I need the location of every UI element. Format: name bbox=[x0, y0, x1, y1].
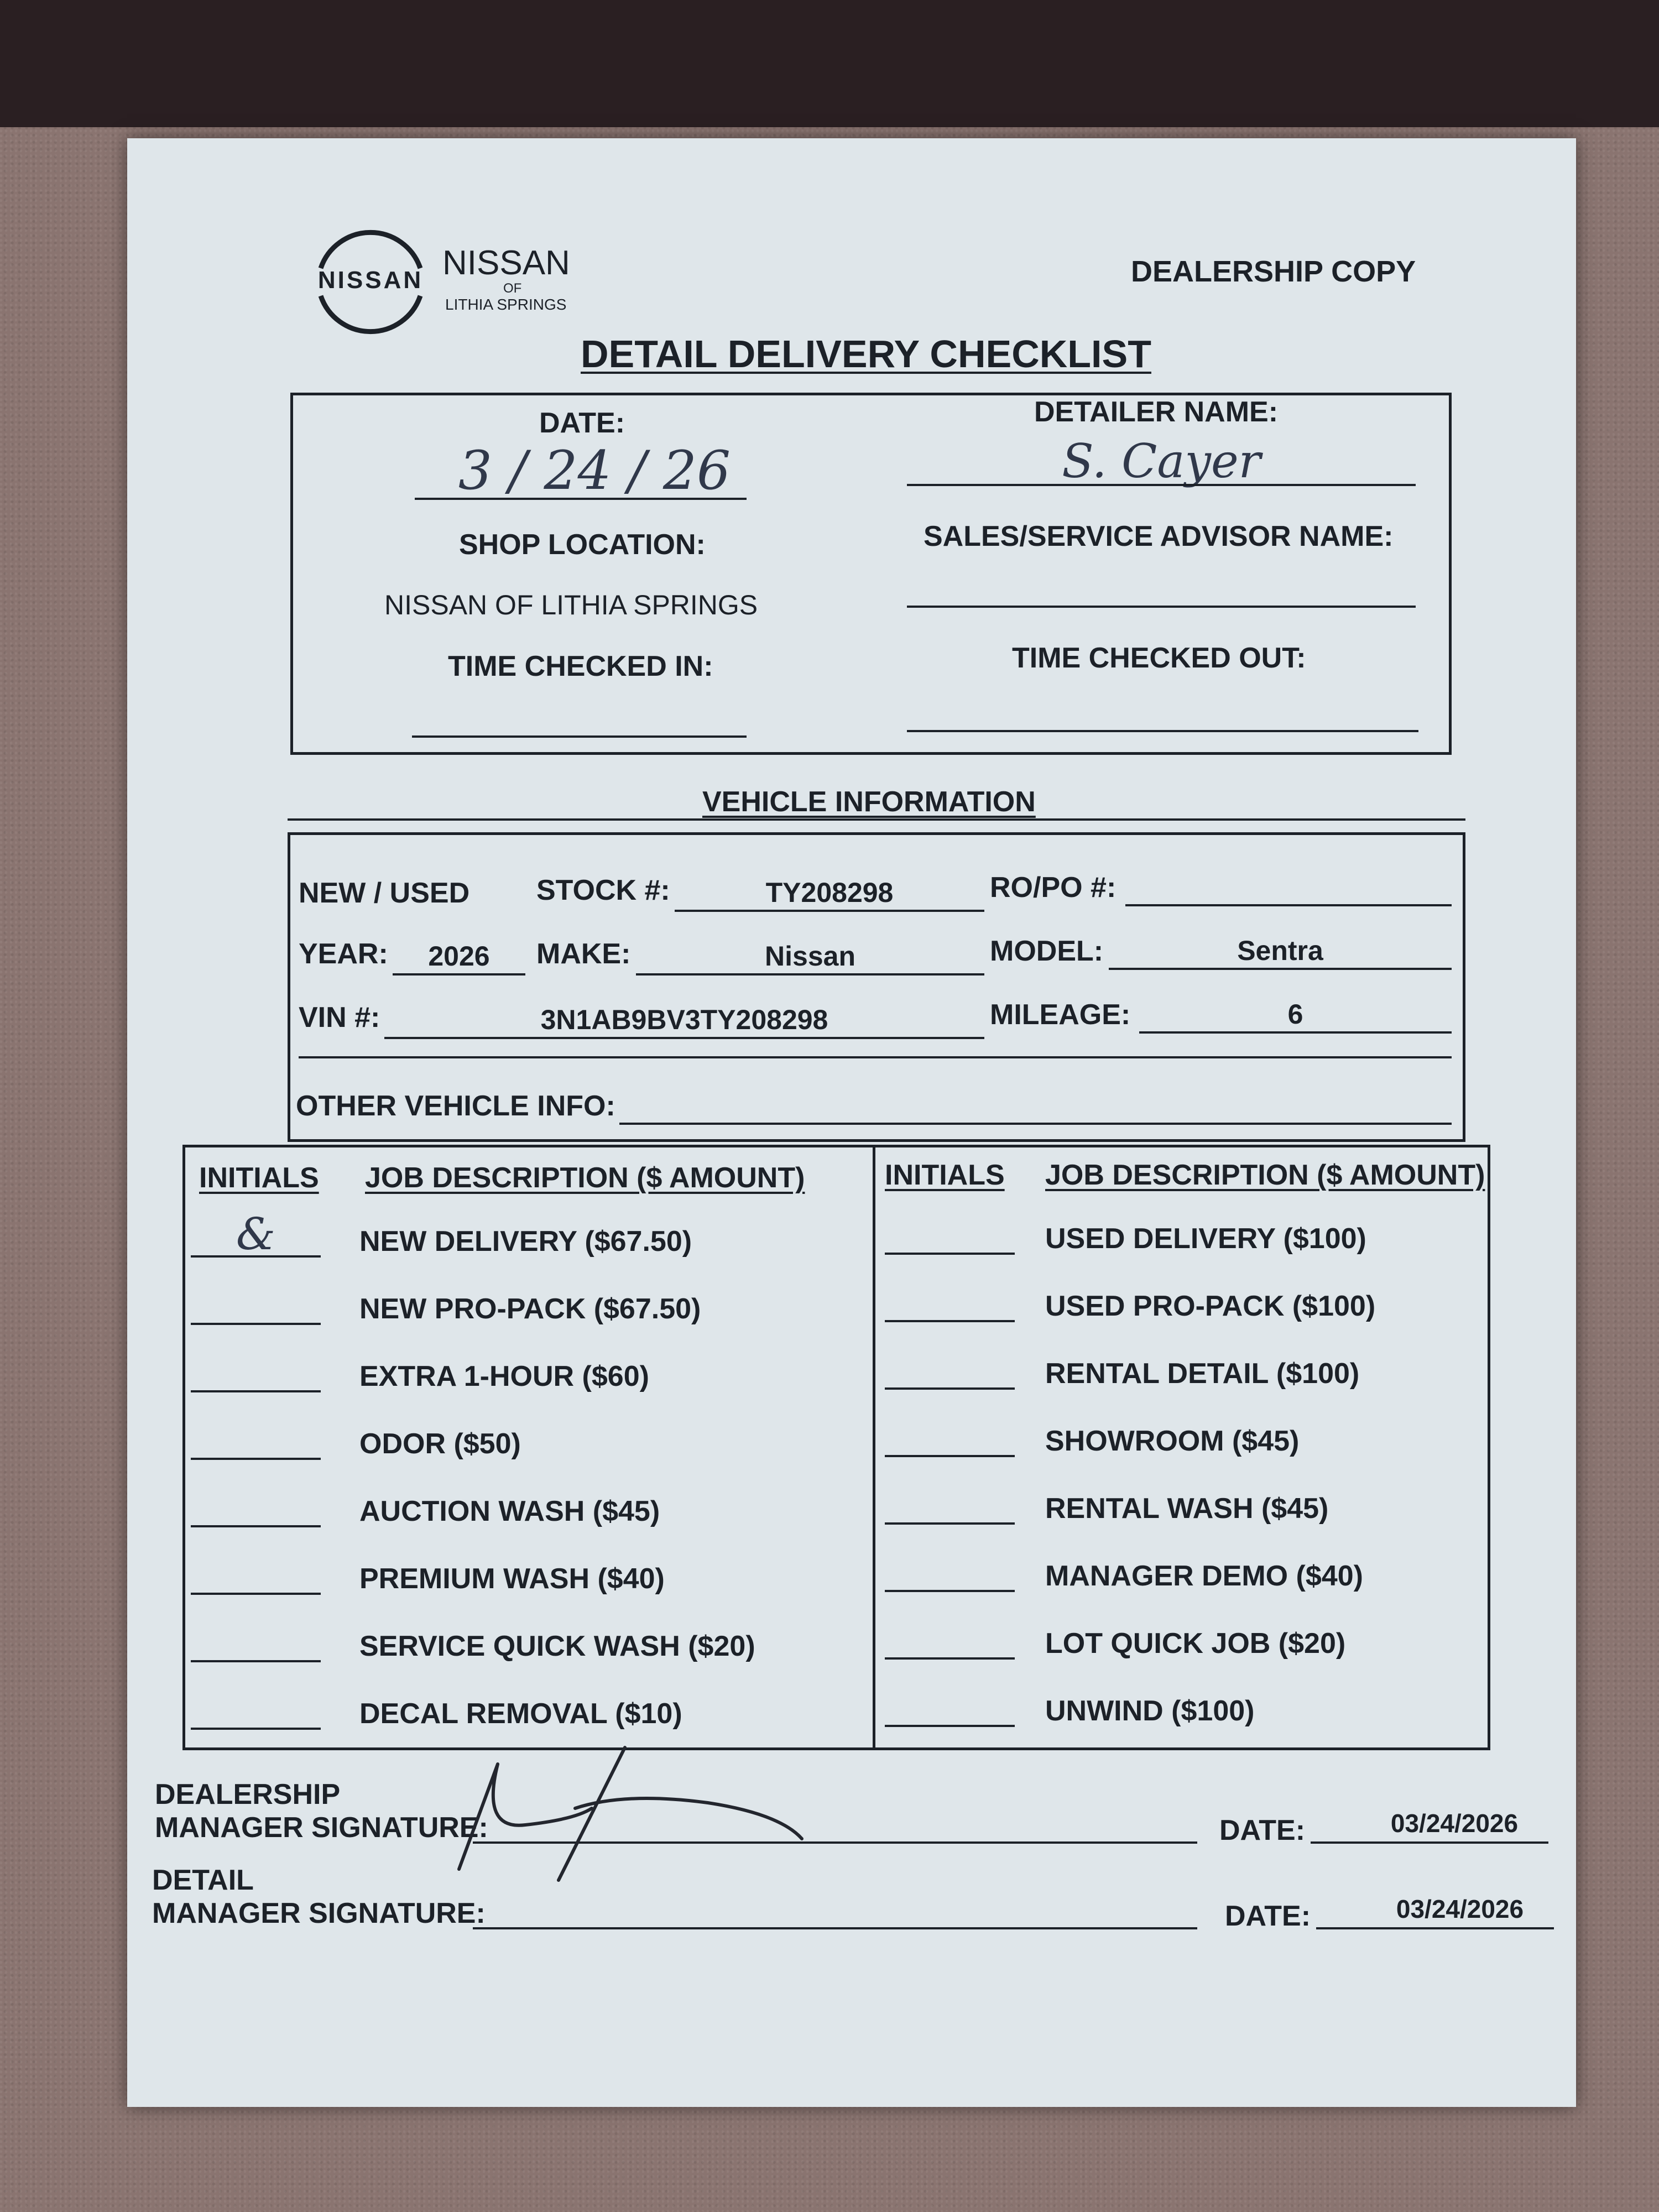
model-line bbox=[1109, 968, 1452, 970]
mileage-value: 6 bbox=[1287, 999, 1303, 1030]
left-initials-header: INITIALS bbox=[199, 1162, 319, 1194]
detail-sig-line bbox=[473, 1927, 1197, 1929]
left-initials-line[interactable] bbox=[191, 1458, 321, 1460]
page-title: DETAIL DELIVERY CHECKLIST bbox=[581, 332, 1151, 375]
shop-location-value: NISSAN OF LITHIA SPRINGS bbox=[384, 589, 758, 620]
left-initials-line[interactable] bbox=[191, 1593, 321, 1595]
checklist-paper bbox=[127, 138, 1576, 2107]
year-value: 2026 bbox=[428, 941, 490, 972]
other-info-line bbox=[619, 1123, 1452, 1125]
vin-value: 3N1AB9BV3TY208298 bbox=[540, 1004, 828, 1035]
dealership-signature bbox=[448, 1742, 890, 1886]
left-initials-line[interactable] bbox=[191, 1525, 321, 1527]
copy-label: DEALERSHIP COPY bbox=[1131, 255, 1416, 288]
right-job-label: LOT QUICK JOB ($20) bbox=[1045, 1627, 1346, 1660]
vehicle-title-rule bbox=[288, 818, 1465, 821]
year-label: YEAR: bbox=[299, 938, 388, 970]
left-initials-line[interactable] bbox=[191, 1660, 321, 1662]
make-label: MAKE: bbox=[536, 938, 631, 970]
detail-date-label: DATE: bbox=[1225, 1900, 1311, 1932]
ropo-label: RO/PO #: bbox=[990, 872, 1117, 904]
left-job-label: EXTRA 1-HOUR ($60) bbox=[359, 1360, 649, 1392]
right-initials-line[interactable] bbox=[885, 1387, 1015, 1390]
left-initials-line[interactable] bbox=[191, 1323, 321, 1325]
vin-label: VIN #: bbox=[299, 1001, 380, 1034]
time-in-label: TIME CHECKED IN: bbox=[448, 650, 713, 682]
right-initials-line[interactable] bbox=[885, 1725, 1015, 1727]
dealer-location: LITHIA SPRINGS bbox=[445, 296, 567, 313]
right-initials-header: INITIALS bbox=[885, 1159, 1005, 1191]
make-value: Nissan bbox=[765, 941, 855, 972]
dealer-name: NISSAN bbox=[442, 244, 570, 282]
advisor-line bbox=[907, 606, 1416, 608]
year-line bbox=[393, 973, 525, 975]
right-desc-header: JOB DESCRIPTION ($ AMOUNT) bbox=[1045, 1159, 1485, 1191]
left-desc-header: JOB DESCRIPTION ($ AMOUNT) bbox=[365, 1162, 805, 1194]
left-job-label: ODOR ($50) bbox=[359, 1428, 521, 1460]
left-initials-mark: & bbox=[236, 1208, 276, 1260]
detailer-label: DETAILER NAME: bbox=[1034, 396, 1279, 428]
stock-value: TY208298 bbox=[765, 877, 894, 908]
dealership-date-value: 03/24/2026 bbox=[1390, 1809, 1519, 1838]
make-line bbox=[636, 973, 984, 975]
shop-location-label: SHOP LOCATION: bbox=[459, 529, 706, 561]
dealership-sig-label-2: MANAGER SIGNATURE: bbox=[155, 1812, 488, 1844]
right-initials-line[interactable] bbox=[885, 1320, 1015, 1322]
left-initials-line[interactable] bbox=[191, 1390, 321, 1392]
detailer-value: S. Cayer bbox=[1062, 434, 1261, 488]
right-initials-line[interactable] bbox=[885, 1590, 1015, 1592]
stock-line bbox=[675, 910, 984, 912]
time-out-line bbox=[907, 730, 1418, 732]
right-initials-line[interactable] bbox=[885, 1253, 1015, 1255]
right-job-label: RENTAL DETAIL ($100) bbox=[1045, 1358, 1360, 1390]
left-job-label: DECAL REMOVAL ($10) bbox=[359, 1698, 682, 1730]
time-in-line bbox=[412, 735, 747, 738]
vin-line bbox=[384, 1037, 984, 1039]
right-initials-line[interactable] bbox=[885, 1657, 1015, 1660]
model-value: Sentra bbox=[1237, 935, 1323, 966]
right-job-label: RENTAL WASH ($45) bbox=[1045, 1493, 1329, 1525]
other-info-label: OTHER VEHICLE INFO: bbox=[296, 1090, 615, 1122]
left-initials-line[interactable] bbox=[191, 1728, 321, 1730]
new-used-label: NEW / USED bbox=[299, 877, 470, 909]
dealership-sig-label-1: DEALERSHIP bbox=[155, 1778, 341, 1811]
left-job-label: NEW PRO-PACK ($67.50) bbox=[359, 1293, 701, 1325]
logo-word: NISSAN bbox=[317, 267, 424, 294]
dealer-of: OF bbox=[503, 281, 522, 296]
vin-continuation-line bbox=[299, 1056, 1452, 1058]
left-job-label: AUCTION WASH ($45) bbox=[359, 1495, 660, 1527]
date-line bbox=[415, 498, 747, 500]
jobs-divider bbox=[873, 1145, 875, 1750]
right-job-label: UNWIND ($100) bbox=[1045, 1695, 1255, 1727]
nissan-logo bbox=[299, 227, 442, 337]
time-out-label: TIME CHECKED OUT: bbox=[1012, 642, 1306, 674]
left-job-label: SERVICE QUICK WASH ($20) bbox=[359, 1630, 755, 1662]
dealership-date-label: DATE: bbox=[1219, 1814, 1306, 1846]
right-job-label: USED DELIVERY ($100) bbox=[1045, 1223, 1366, 1255]
background-top bbox=[0, 0, 1659, 127]
detail-sig-label-1: DETAIL bbox=[152, 1864, 254, 1896]
date-label: DATE: bbox=[539, 407, 625, 439]
mileage-line bbox=[1139, 1031, 1452, 1034]
date-value: 3 / 24 / 26 bbox=[458, 440, 731, 502]
left-job-label: PREMIUM WASH ($40) bbox=[359, 1563, 665, 1595]
stock-label: STOCK #: bbox=[536, 874, 670, 906]
right-initials-line[interactable] bbox=[885, 1522, 1015, 1525]
dealership-date-line bbox=[1311, 1841, 1548, 1844]
detail-sig-label-2: MANAGER SIGNATURE: bbox=[152, 1897, 486, 1929]
detail-date-line bbox=[1316, 1927, 1554, 1929]
left-job-label: NEW DELIVERY ($67.50) bbox=[359, 1225, 692, 1258]
right-initials-line[interactable] bbox=[885, 1455, 1015, 1457]
detailer-line bbox=[907, 484, 1416, 486]
vehicle-section-title: VEHICLE INFORMATION bbox=[702, 786, 1036, 818]
mileage-label: MILEAGE: bbox=[990, 999, 1131, 1031]
ropo-line bbox=[1125, 904, 1452, 906]
right-job-label: SHOWROOM ($45) bbox=[1045, 1425, 1300, 1457]
right-job-label: USED PRO-PACK ($100) bbox=[1045, 1290, 1376, 1322]
advisor-label: SALES/SERVICE ADVISOR NAME: bbox=[924, 520, 1394, 552]
model-label: MODEL: bbox=[990, 935, 1104, 967]
right-job-label: MANAGER DEMO ($40) bbox=[1045, 1560, 1363, 1592]
detail-date-value: 03/24/2026 bbox=[1396, 1895, 1524, 1923]
